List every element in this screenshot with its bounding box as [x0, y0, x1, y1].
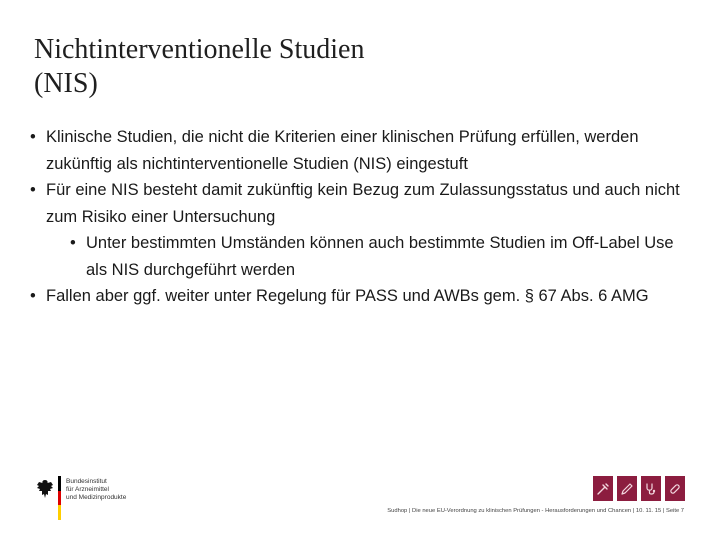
decorative-tiles [593, 476, 685, 503]
bullet-list [30, 124, 690, 310]
bullet-text: Klinische Studien, die nicht die Kriterien einer klinischen Prüfung erfüllen, werden zukünftig als nichtinterventionelle Studien (NIS) eingestuft [46, 128, 639, 173]
syringe-icon [596, 482, 610, 496]
bullet-text: Für eine NIS besteht damit zukünftig kein Bezug zum Zulassungsstatus und auch nicht zum Risiko einer Untersuchung [46, 181, 680, 226]
bullet-text: Fallen aber ggf. weiter unter Regelung für PASS und AWBs gem. § 67 Abs. 6 AMG [46, 287, 649, 305]
bullet-dot: • [30, 128, 36, 146]
logo-text [66, 478, 150, 503]
bullet-item [30, 124, 690, 177]
tile-syringe [593, 476, 613, 501]
bullet-dot: • [30, 287, 36, 305]
logo-text-line: für Arzneimittel [66, 486, 109, 494]
flag-stripe-gold [58, 505, 61, 520]
pen-icon [620, 482, 634, 496]
logo-text-line: Bundesinstitut [66, 478, 107, 485]
bullet-item [30, 283, 690, 310]
bullet-dot: • [30, 181, 36, 199]
bullet-dot: • [70, 234, 76, 252]
flag-stripe-black [58, 476, 61, 491]
federal-eagle-icon [36, 478, 54, 500]
stethoscope-icon [644, 482, 658, 496]
bfarm-logo [36, 472, 146, 524]
pill-icon [668, 482, 682, 496]
tile-pen [617, 476, 637, 501]
flag-stripe-red [58, 491, 61, 506]
sub-bullet-item [70, 230, 690, 283]
tile-stethoscope [641, 476, 661, 501]
slide-title-line-2: (NIS) [34, 68, 98, 99]
tile-pill [665, 476, 685, 501]
bullet-text: Unter bestimmten Umständen können auch bestimmte Studien im Off-Label Use als NIS durchgeführt werden [86, 234, 674, 279]
slide-title [34, 33, 594, 101]
bullet-item [30, 177, 690, 230]
footer-text: Sudhop | Die neue EU-Verordnung zu klinischen Prüfungen - Herausforderungen und Chancen | 10. 11. 15 | Seite 7 [387, 508, 684, 514]
slide-title-line-1: Nichtinterventionelle Studien [34, 34, 365, 65]
logo-text-line: und Medizinprodukte [66, 494, 127, 502]
german-flag-stripe [58, 476, 61, 520]
